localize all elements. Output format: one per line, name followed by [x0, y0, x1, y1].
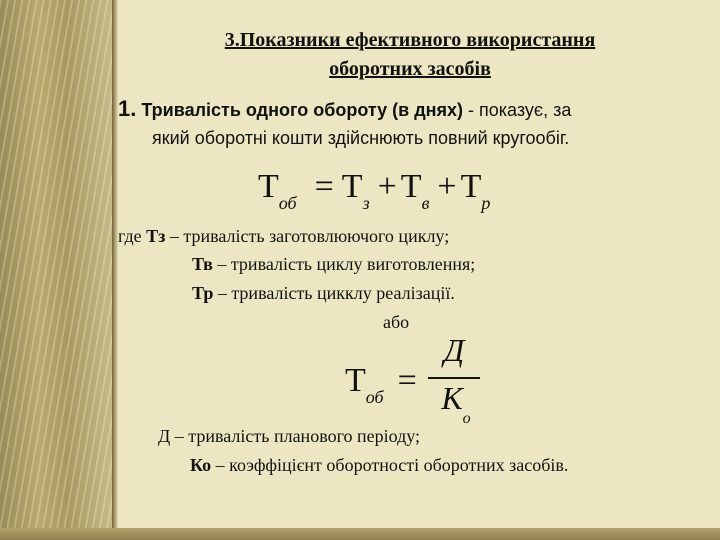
- def-tz-symbol: Тз: [146, 226, 166, 246]
- formula1-t2: Т: [400, 168, 422, 205]
- formula1-t1: Т: [341, 168, 363, 205]
- formula1-t3-sub: р: [481, 193, 491, 213]
- formula1-t1-sub: з: [362, 193, 370, 213]
- point-1-number: 1.: [118, 96, 137, 121]
- def-tr-text: – тривалість цикклу реалізації.: [213, 283, 455, 303]
- def-ko: [190, 455, 568, 476]
- title-line-2: оборотних засобів: [329, 58, 491, 80]
- def-tr: [192, 283, 455, 304]
- decorative-left-edge: [112, 0, 118, 540]
- formula2-eq: =: [397, 362, 417, 399]
- point-1-line-2: який оборотні кошти здійснюють повний кругообіг.: [152, 128, 570, 148]
- title-line-1: 3.Показники ефективного використання: [224, 29, 596, 51]
- formula2-lhs-sub: об: [365, 387, 384, 407]
- formula2-numerator: Д: [443, 332, 465, 368]
- formula1-t2-sub: в: [421, 193, 430, 213]
- formula2-denominator: [428, 380, 484, 428]
- formula1-plus2: +: [437, 168, 457, 205]
- point-1-rest: - показує, за: [463, 100, 572, 120]
- formula2-denominator-sub: о: [462, 410, 471, 427]
- formula-duration-ratio-lhs: [345, 362, 417, 408]
- def-tz-text: – тривалість заготовлюючого циклу;: [165, 226, 450, 246]
- formula2-fraction-bar: [428, 377, 480, 379]
- formula1-plus1: +: [377, 168, 397, 205]
- formula-turnover-duration: [258, 168, 490, 214]
- point-1-line-1: [118, 96, 571, 122]
- def-ko-symbol: Ко: [190, 455, 212, 475]
- def-tv: [192, 254, 475, 275]
- formula1-t3: Т: [460, 168, 482, 205]
- def-tz: [118, 226, 449, 247]
- formula1-lhs-sub: об: [278, 193, 297, 213]
- decorative-bottom-bar: [0, 528, 720, 540]
- def-ko-text: – коэффіцієнт оборотності оборотних засобів.: [211, 455, 569, 475]
- def-tr-symbol: Тр: [192, 283, 214, 303]
- or-word: або: [383, 312, 410, 332]
- def-tv-text: – тривалість циклу виготовлення;: [212, 254, 476, 274]
- slide-title: [140, 26, 680, 84]
- formula1-eq: =: [314, 168, 334, 205]
- def-d: Д – тривалість планового періоду;: [158, 426, 421, 446]
- def-tz-prefix: где: [118, 226, 147, 246]
- def-tv-symbol: Тв: [192, 254, 213, 274]
- decorative-left-strip: [0, 0, 112, 540]
- formula1-lhs: Т: [258, 168, 279, 205]
- point-1-term: Тривалість одного обороту (в днях): [141, 100, 464, 120]
- formula2-lhs: Т: [345, 362, 366, 399]
- formula2-denominator-letter: К: [441, 380, 463, 416]
